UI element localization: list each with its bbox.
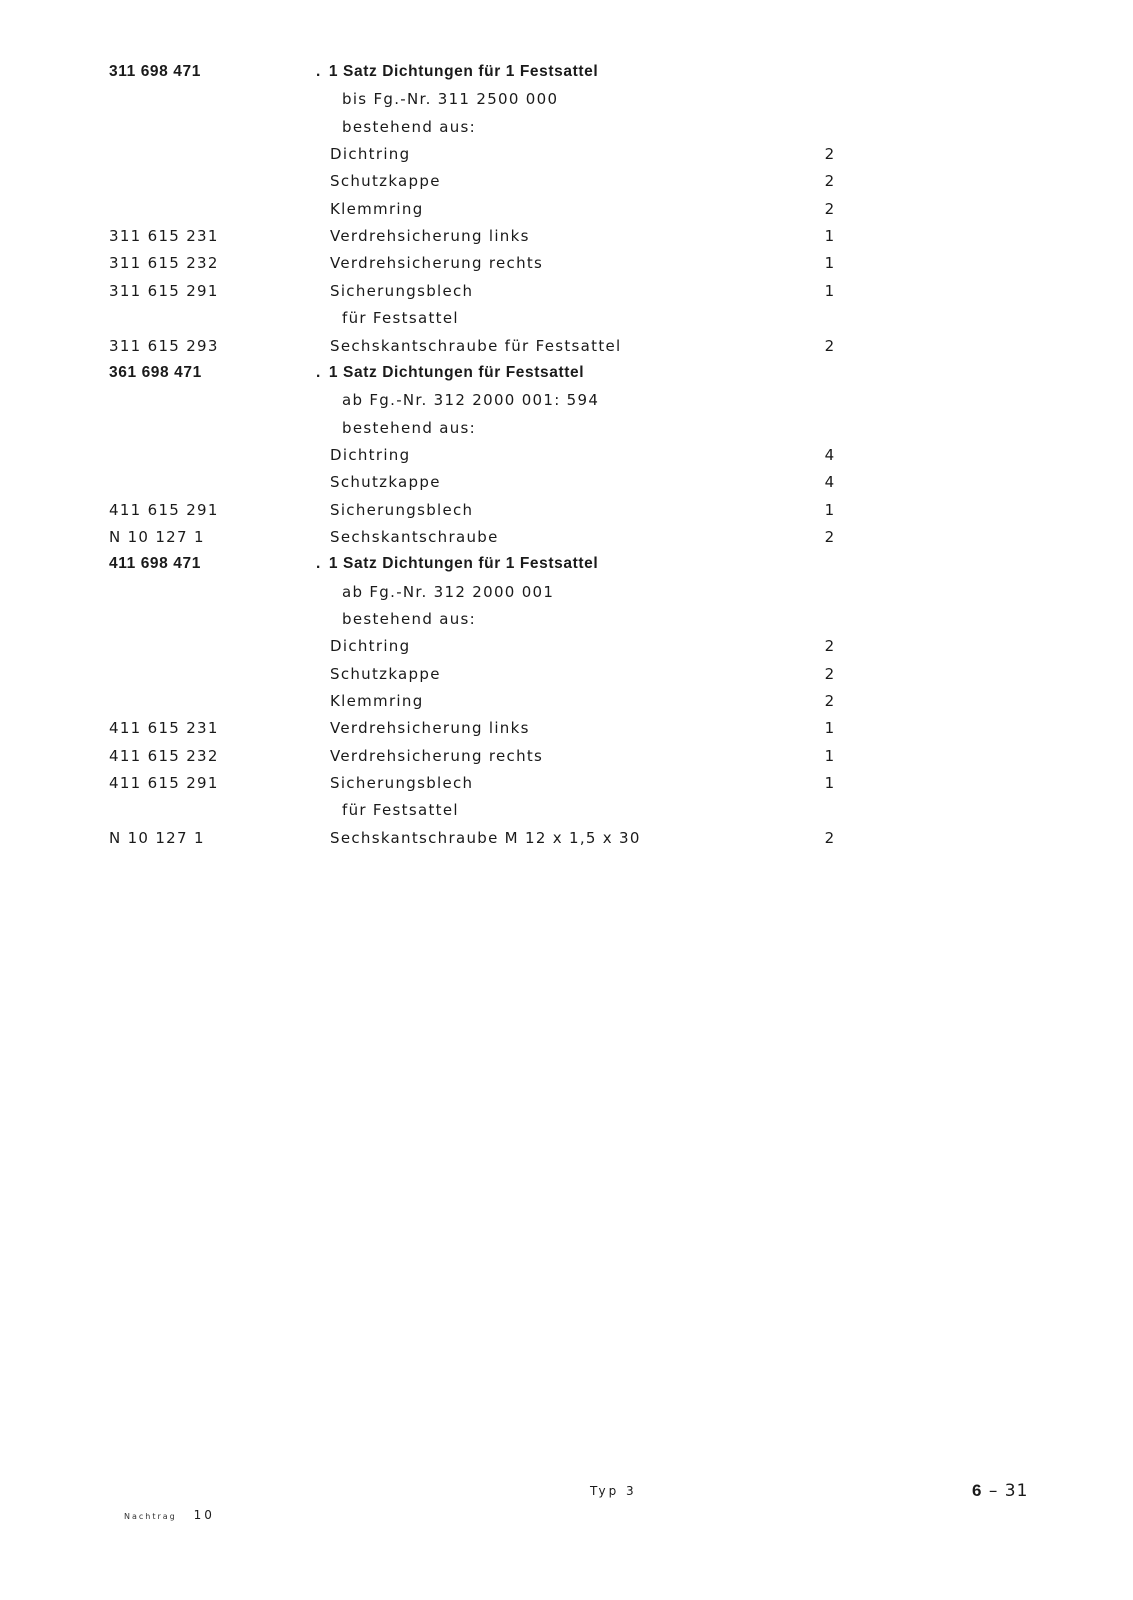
part-description: Sechskantschraube M 12 x 1,5 x 30: [330, 828, 641, 847]
part-row: [0, 145, 1133, 171]
page-number: [972, 1481, 1028, 1501]
part-description: Schutzkappe: [330, 172, 441, 191]
part-description: bestehend aus:: [342, 418, 476, 437]
part-row: [0, 282, 1133, 308]
part-row: [0, 774, 1133, 800]
set-heading-row: [0, 63, 1133, 89]
bullet-dot: .: [316, 555, 321, 573]
part-number: 311 698 471: [109, 63, 201, 80]
quantity: 1: [824, 746, 836, 765]
part-description: Verdrehsicherung links: [330, 227, 530, 246]
quantity: 1: [824, 227, 836, 246]
note-row: [0, 90, 1133, 116]
part-row: [0, 337, 1133, 363]
part-description: Dichtring: [330, 145, 411, 164]
part-row: [0, 172, 1133, 198]
part-row: [0, 446, 1133, 472]
part-number: 311 615 291: [109, 281, 219, 300]
part-number: 411 615 232: [109, 746, 219, 765]
supplement-label: Nachtrag: [124, 1512, 177, 1521]
quantity: 2: [824, 527, 836, 546]
quantity: 4: [824, 473, 836, 492]
quantity: 1: [824, 774, 836, 793]
set-heading-row: [0, 555, 1133, 581]
quantity: 1: [824, 281, 836, 300]
part-row: [0, 747, 1133, 773]
part-number: 411 615 291: [109, 774, 219, 793]
part-number: 361 698 471: [109, 363, 202, 381]
quantity: 2: [824, 692, 836, 711]
supplement-note: [124, 1508, 215, 1522]
part-description: Klemmring: [330, 199, 424, 218]
note-row: [0, 118, 1133, 144]
part-row: [0, 254, 1133, 280]
note-row: [0, 801, 1133, 827]
part-number: N 10 127 1: [109, 527, 205, 546]
part-description: Schutzkappe: [330, 473, 441, 492]
part-description: für Festsattel: [342, 309, 459, 328]
quantity: 4: [824, 445, 836, 464]
part-description: ab Fg.-Nr. 312 2000 001: [342, 582, 555, 601]
bullet-dot: .: [316, 63, 321, 80]
part-row: [0, 528, 1133, 554]
part-description: bestehend aus:: [342, 610, 476, 628]
quantity: 1: [824, 719, 836, 738]
part-number: 311 615 293: [109, 336, 219, 355]
part-number: N 10 127 1: [109, 828, 205, 847]
note-row: [0, 583, 1133, 609]
part-description: Dichtring: [330, 445, 411, 464]
part-description: Sicherungsblech: [330, 500, 474, 519]
part-description: Schutzkappe: [330, 664, 441, 683]
part-row: [0, 473, 1133, 499]
part-row: [0, 665, 1133, 691]
quantity: 2: [824, 637, 836, 656]
quantity: 1: [824, 500, 836, 519]
part-number: 411 698 471: [109, 555, 201, 573]
part-description: für Festsattel: [342, 801, 459, 820]
part-description: [316, 555, 598, 573]
set-heading-row: [0, 364, 1133, 390]
quantity: 2: [824, 145, 836, 164]
note-row: [0, 419, 1133, 445]
part-row: [0, 719, 1133, 745]
part-description: Verdrehsicherung links: [330, 719, 530, 738]
part-description: Dichtring: [330, 637, 411, 656]
quantity: 2: [824, 172, 836, 191]
page-num: 31: [1004, 1481, 1029, 1501]
note-row: [0, 391, 1133, 417]
bullet-dot: .: [316, 363, 321, 381]
part-description: [316, 364, 584, 382]
quantity: 2: [824, 199, 836, 218]
footer-type: Typ 3: [590, 1484, 637, 1498]
quantity: 1: [824, 254, 836, 273]
part-number: 311 615 232: [109, 254, 219, 273]
part-row: [0, 829, 1133, 855]
part-description: Sicherungsblech: [330, 774, 474, 793]
part-description: bestehend aus:: [342, 117, 476, 136]
part-number: 411 615 231: [109, 719, 219, 738]
set-heading-text: 1 Satz Dichtungen für 1 Festsattel: [328, 555, 599, 573]
part-description: Sechskantschraube: [330, 527, 499, 546]
part-description: Sicherungsblech: [330, 281, 474, 300]
part-description: Verdrehsicherung rechts: [330, 254, 544, 273]
page-section: 6: [972, 1481, 983, 1500]
part-description: Klemmring: [330, 692, 424, 711]
part-description: bis Fg.-Nr. 311 2500 000: [342, 90, 559, 109]
part-description: Verdrehsicherung rechts: [330, 746, 544, 765]
part-row: [0, 501, 1133, 527]
note-row: [0, 309, 1133, 335]
part-row: [0, 227, 1133, 253]
part-number: 411 615 291: [109, 500, 219, 519]
part-number: 311 615 231: [109, 227, 219, 246]
part-row: [0, 637, 1133, 663]
part-row: [0, 200, 1133, 226]
supplement-number: 10: [193, 1508, 215, 1522]
part-description: Sechskantschraube für Festsattel: [330, 336, 622, 355]
set-heading-text: 1 Satz Dichtungen für 1 Festsattel: [328, 63, 599, 80]
quantity: 2: [824, 828, 836, 847]
part-description: ab Fg.-Nr. 312 2000 001: 594: [342, 391, 600, 410]
page-separator: –: [988, 1481, 999, 1501]
quantity: 2: [824, 664, 836, 683]
part-row: [0, 692, 1133, 718]
part-description: [316, 63, 598, 81]
set-heading-text: 1 Satz Dichtungen für Festsattel: [328, 363, 585, 381]
note-row: [0, 610, 1133, 636]
quantity: 2: [824, 336, 836, 355]
